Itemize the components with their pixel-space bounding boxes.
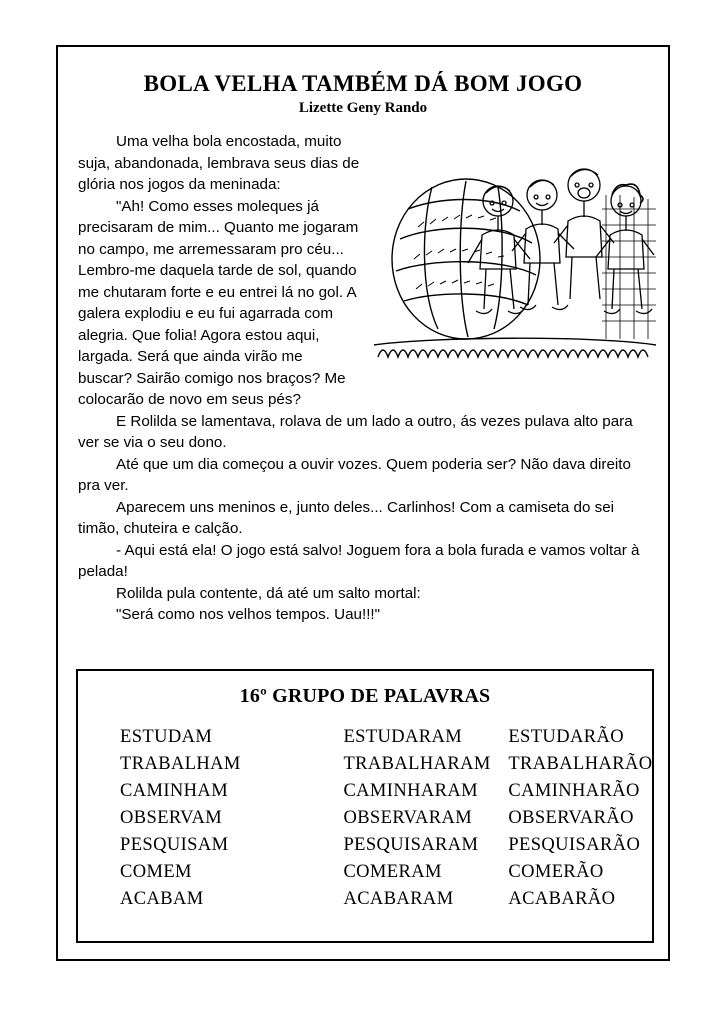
paragraph-2-start — [78, 196, 360, 411]
word-item: PESQUISAM — [120, 835, 229, 855]
word-item: ACABARAM — [343, 889, 454, 909]
paragraph-7: Rolilda pula contente, dá até um salto mortal: — [116, 584, 421, 602]
paragraph-1: Uma velha bola encostada, muito suja, abandonada, lembrava seus dias de glória nos jogos da meninada: — [78, 133, 360, 193]
word-item: TRABALHARAM — [343, 754, 491, 774]
word-item: ACABARÃO — [508, 889, 616, 909]
paragraph-8: "Será como nos velhos tempos. Uau!!!" — [116, 606, 381, 623]
word-item: COMEM — [120, 862, 192, 882]
author-name: Lizette Geny Rando — [298, 100, 428, 116]
word-item: CAMINHAM — [120, 781, 229, 801]
word-column-3 — [508, 724, 652, 913]
word-item: PESQUISARÃO — [508, 835, 641, 855]
word-group-title: 16º GRUPO DE PALAVRAS — [239, 685, 491, 707]
word-column-1 — [120, 724, 343, 913]
story-body — [78, 131, 654, 626]
word-item: PESQUISARAM — [343, 835, 479, 855]
word-item: ESTUDAM — [120, 727, 213, 747]
word-item: TRABALHAM — [120, 754, 241, 774]
word-item: OBSERVARAM — [343, 808, 473, 828]
word-item: CAMINHARAM — [343, 781, 478, 801]
page-title: BOLA VELHA TAMBÉM DÁ BOM JOGO — [143, 71, 583, 96]
word-item: COMERAM — [343, 862, 442, 882]
word-item: TRABALHARÃO — [508, 754, 653, 774]
word-item: OBSERVARÃO — [508, 808, 634, 828]
word-item: ESTUDARÃO — [508, 727, 624, 747]
paragraph-3: E Rolilda se lamentava, rolava de um lado a outro, ás vezes pulava alto para ver se via o seu dono. — [78, 412, 633, 451]
paragraph-6: - Aqui está ela! O jogo está salvo! Joguem fora a bola furada e vamos voltar à pelada! — [78, 541, 640, 580]
word-item: ESTUDARAM — [343, 727, 463, 747]
word-column-2 — [343, 724, 508, 913]
paragraph-2-text: "Ah! Como esses moleques já precisaram de mim... Quanto me jogaram no campo, me arremessaram pro céu... Lembro-me daquela tarde de sol, quando me chutaram forte e eu entrei lá no gol. A galera explodiu e eu fui agarrada com alegria. Que folia! Agora estou aqui, largada. Será que ainda virão me buscar? Sairão comigo nos braços? Me colocarão de novo em seus pés? — [78, 197, 359, 408]
word-item: OBSERVAM — [120, 808, 223, 828]
paragraph-4: Até que um dia começou a ouvir vozes. Quem poderia ser? Não dava direito pra ver. — [78, 455, 631, 494]
word-item: CAMINHARÃO — [508, 781, 640, 801]
paragraph-5: Aparecem uns meninos e, junto deles... Carlinhos! Com a camiseta do sei timão, chuteira e calção. — [78, 498, 615, 537]
word-grid — [78, 724, 652, 913]
document-page — [56, 45, 670, 961]
word-group-box — [76, 669, 654, 943]
page-inner — [58, 47, 668, 959]
word-item: COMERÃO — [508, 862, 604, 882]
word-item: ACABAM — [120, 889, 204, 909]
